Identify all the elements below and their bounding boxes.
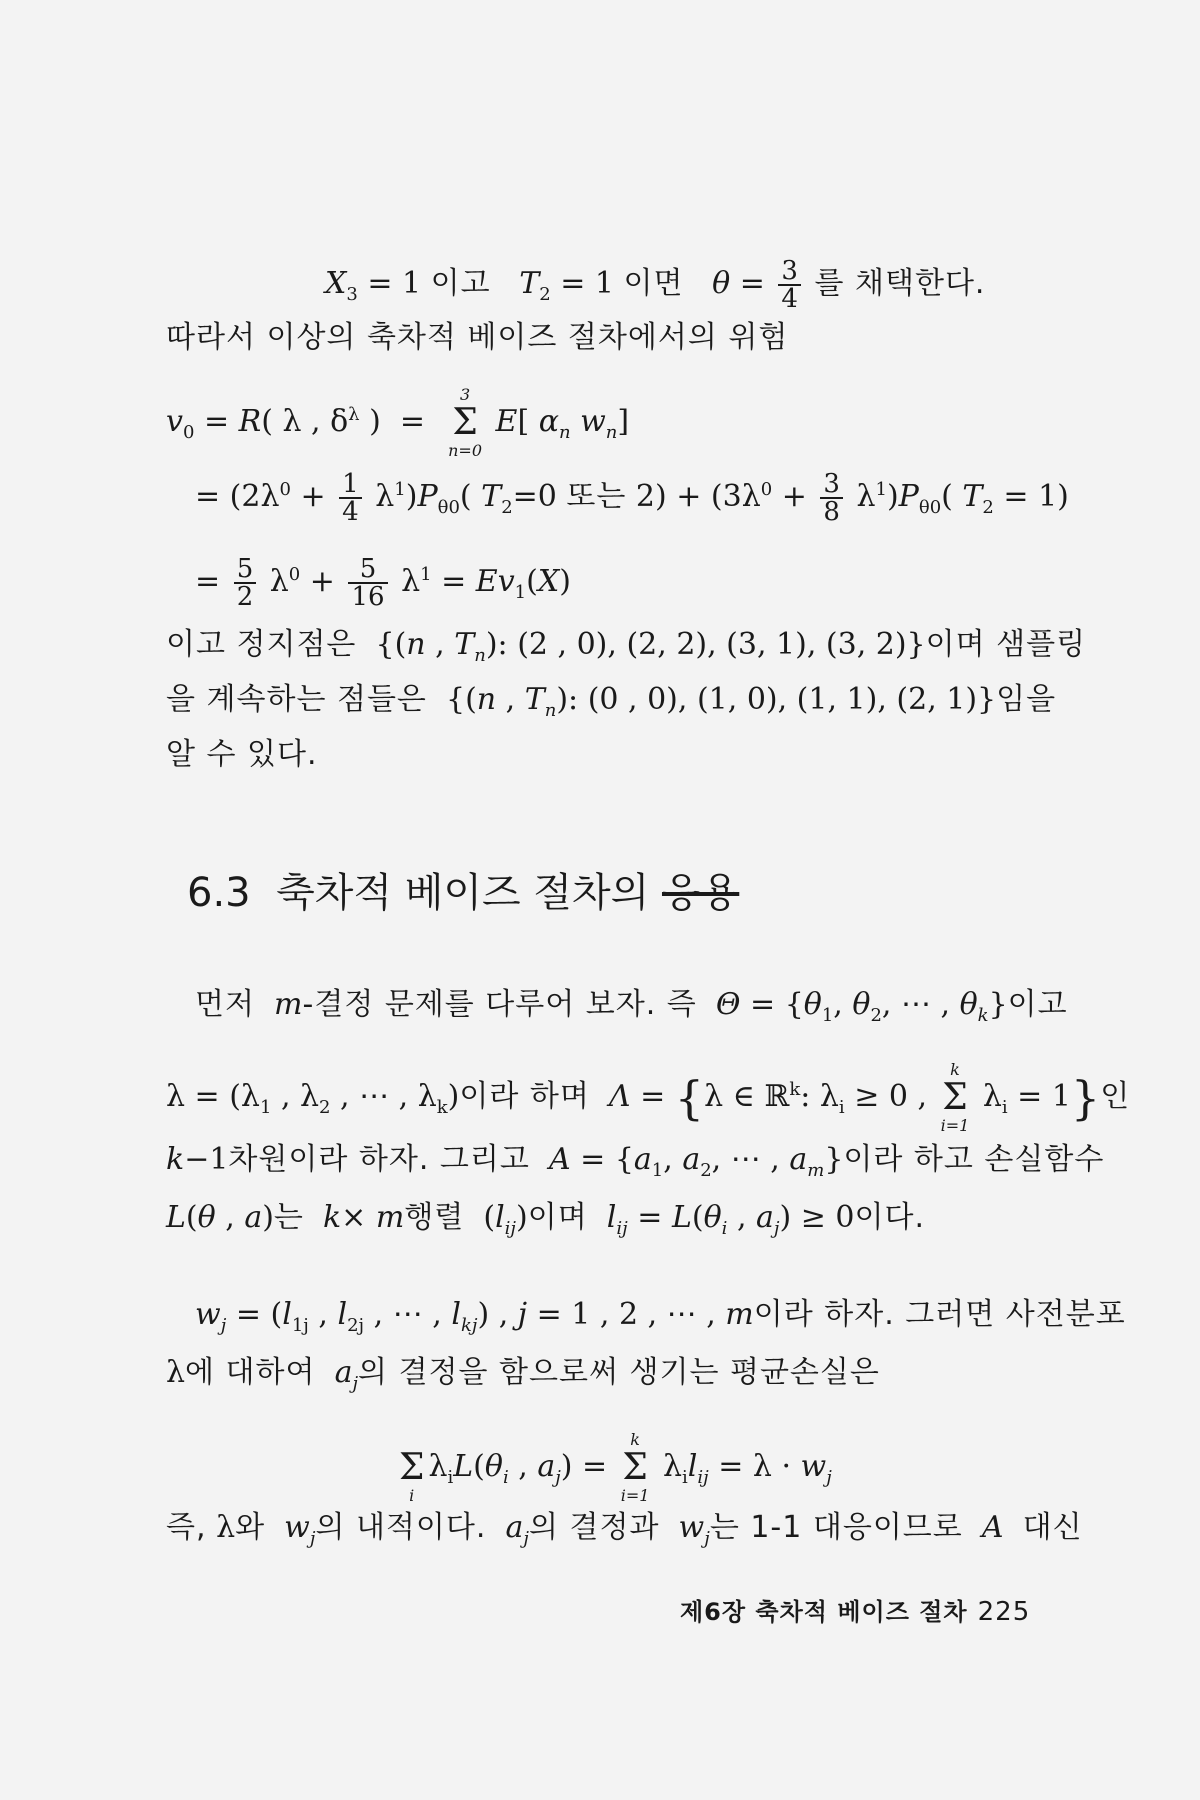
- paragraph-line-1: 먼저 m-결정 문제를 다루어 보자. 즉 $\Theta = \{\theta_1$, $\theta_2$, ⋯ , $\theta_k$}이고: [195, 987, 1068, 1026]
- paragraph-line-3: k−1차원이라 하자. 그리고 $A = \{a_1$, $a_2$, ⋯ , $a_m$}이라 하고 손실함수: [166, 1142, 1105, 1181]
- continuation-points-line: 을 계속하는 점들은 {(n , $T_n$): (0 , 0), (1, 0), (1, 1), (2, 1)}임을: [166, 682, 1057, 721]
- text-line-risk: 따라서 이상의 축차적 베이즈 절차에서의 위험: [166, 320, 789, 355]
- paragraph-line-6: λ에 대하여 $a_j$의 결정을 함으로써 생기는 평균손실은: [166, 1355, 880, 1394]
- page-footer: 제6장 축차적 베이즈 절차 225: [680, 1597, 1031, 1627]
- paragraph-line-4: L(θ , a)는 k× m행렬 $(l_{ij})$이며 $l_{ij} = L(\theta_i$ , $a_j) \ge 0$이다.: [166, 1200, 926, 1239]
- sum-symbol: 3 Σ n=0: [448, 385, 482, 460]
- paragraph-line-2: $\lambda = (\lambda_1$ , $\lambda_2$ , ⋯ , $\lambda_k$)이라 하며 Λ = {λ ∈ ℝ$^k$: $\lambda_i \ge 0$ , k Σ i=1 $\lambda_i = 1$}인: [166, 1060, 1131, 1135]
- average-loss-equation: Σ i $\lambda_iL(\theta_i$ , $a_j$) = k Σ i=1 $\lambda_il_{ij} = \lambda \cdot w_j$: [399, 1430, 832, 1505]
- text-line-conclusion: 알 수 있다.: [166, 737, 318, 772]
- decision-rule-line: $X_3 = 1$ 이고 $T_2 = 1$ 이면 θ = $\frac{3}{4}$ 를 채택한다.: [325, 256, 986, 314]
- paragraph-line-5: $w_j = (l_{1j}$ , $l_{2j}$ , ⋯ , $l_{kj}$) , j = 1 , 2 , ⋯ , m이라 하자. 그러면 사전분포: [195, 1297, 1126, 1336]
- expansion-equation: = ($2\lambda^0$ + $\frac{1}{4}$ $\lambda^1)P_{\theta 0}$( $T_2=0$ 또는 $2) + (3\lambda^0$ + $\frac{3}{8}$ $\lambda^1)P_{\theta 0}$( $T_2 = 1$): [195, 469, 1069, 527]
- risk-equation: $v_0 = R$( λ , $\delta^\lambda$ ) = 3 Σ n=0 E[ $\alpha_n$ $w_n$]: [166, 385, 630, 460]
- result-equation: = $\frac{5}{2}$ $\lambda^0$ + $\frac{5}{16}$ $\lambda^1 = Ev_1(X)$: [195, 554, 571, 612]
- section-heading: 6.3 축차적 베이즈 절차의 응용: [187, 870, 740, 916]
- stopping-points-line: 이고 정지점은 {(n , $T_n$): (2 , 0), (2, 2), (3, 1), (3, 2)}이며 샘플링: [166, 627, 1087, 666]
- fraction-3-4: $\frac{3}{4}$: [778, 258, 801, 312]
- paragraph-line-8: 즉, λ와 $w_j$의 내적이다. $a_j$의 결정과 $w_j$는 1-1 대응이므로 A 대신: [166, 1510, 1083, 1549]
